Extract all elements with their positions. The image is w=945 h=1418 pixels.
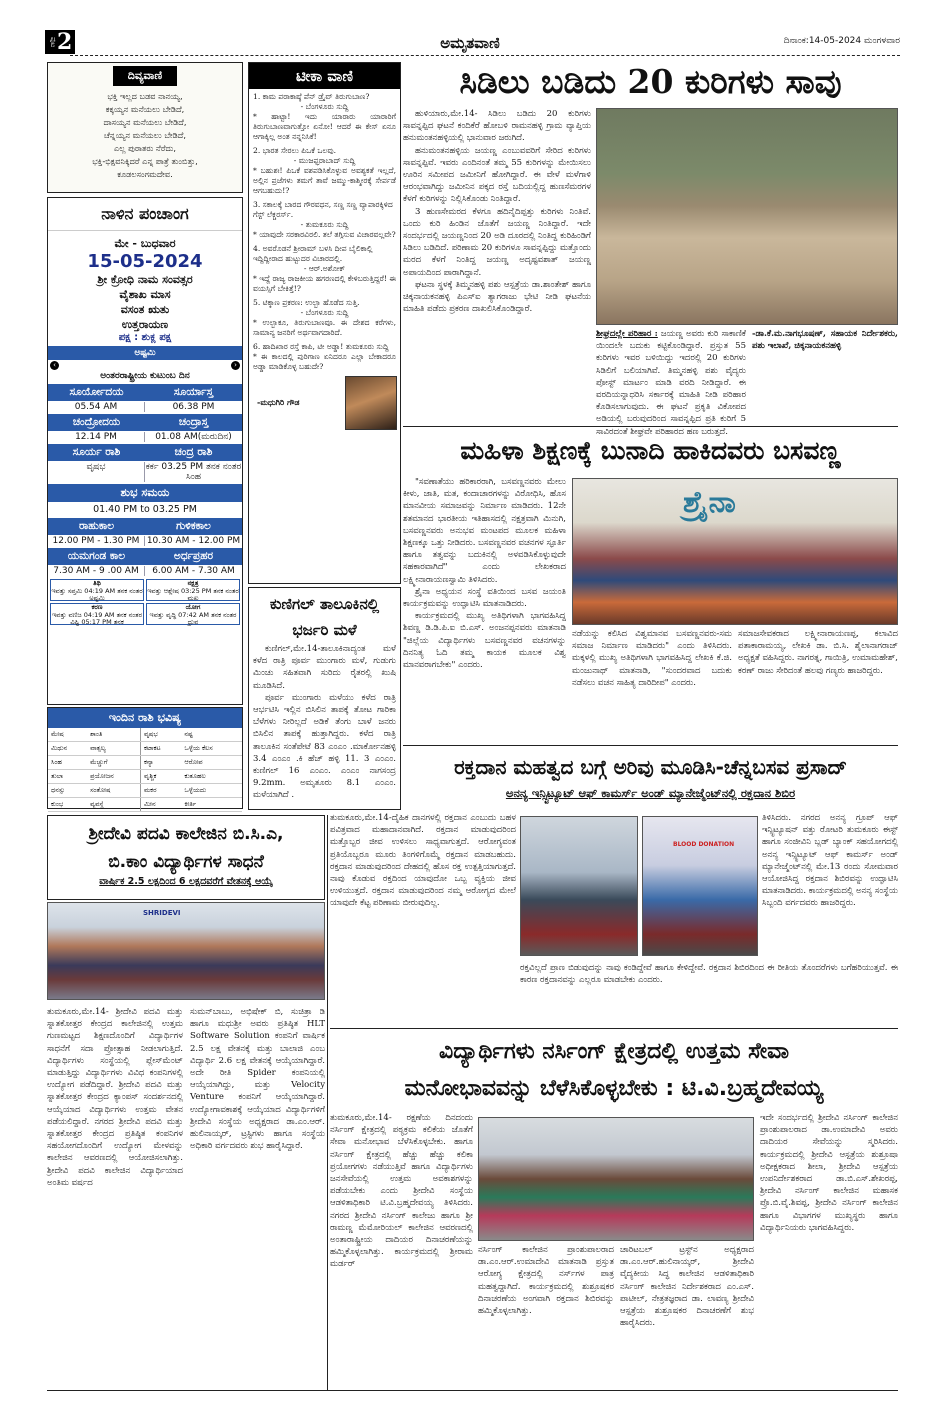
- rashi-sign: ವೃಶ್ಚಿಕ: [140, 770, 181, 784]
- masthead-title: ಅಮೃತವಾಣಿ: [440, 34, 500, 52]
- panchanga-header-row: [48, 413, 242, 431]
- rashi-prediction: ಸಂತೋಷ: [87, 784, 140, 798]
- panchanga-header: ಗುಳಿಕಕಾಲ: [176, 520, 211, 532]
- rashi-row: [48, 770, 242, 784]
- rashi-sign: ಕುಂಭ: [48, 798, 87, 812]
- rashi-row: [48, 756, 242, 770]
- rashi-sign: ಕನ್ಯಾ: [140, 756, 181, 770]
- cell-value: ಇವತ್ತು ವೃದ್ಧಿ 07:42 AM ತನಕ ನಂತರ ಧ್ರುವ: [149, 610, 237, 626]
- shridevi-body-col1: ತುಮಕೂರು,ಮೇ.14- ಶ್ರೀದೇವಿ ಪದವಿ ಮತ್ತು ಸ್ನಾತಕೋತ್ತರ ಕೇಂದ್ರದ ಕಾಲೇಜಿನಲ್ಲಿ ಉತ್ತಮ ಗುಣಮಟ್ಟದ ಶಿಕ್ಷಣದೊಂದಿಗೆ ವಿದ್ಯಾರ್ಥಿಗಳ ಸಾಧನೆಗೆ ಸದಾ ಪ್ರೋತ್ಸಾಹ ನೀಡಲಾಗುತ್ತಿದೆ. ವಿದ್ಯಾರ್ಥಿಗಳು ಸಂಸ್ಥೆಯಲ್ಲಿ ಪ್ಲೇಸ್‌ಮೆಂಟ್ ಮಾಡುತ್ತಿದ್ದು ವಿದ್ಯಾರ್ಥಿಗಳು ವಿವಿಧ ಕಂಪನಿಗಳಲ್ಲಿ ಉದ್ಯೋಗ ಪಡೆದಿದ್ದಾರೆ. ಶ್ರೀದೇವಿ ಪದವಿ ಮತ್ತು ಸ್ನಾತಕೋತ್ತರ ಕೇಂದ್ರದ ಕ್ಯಾಂಪಸ್ ಸಂದರ್ಶನದಲ್ಲಿ ಆಯ್ಕೆಯಾದ ವಿದ್ಯಾರ್ಥಿಗಳು ಉತ್ತಮ ವೇತನ ಪಡೆಯಲಿದ್ದಾರೆ. ನಗರದ ಶ್ರೀದೇವಿ ಪದವಿ ಮತ್ತು ಸ್ನಾತಕೋತ್ತರ ಕೇಂದ್ರದ ಪ್ರತಿಷ್ಠಿತ ಕಂಪನಿಗಳ ಸಹಯೋಗದೊಂದಿಗೆ ಉದ್ಯೋಗ ಮೇಳವನ್ನು ಕಾಲೇಜಿನ ಆವರಣದಲ್ಲಿ ಆಯೋಜಿಸಲಾಗಿತ್ತು. ಶ್ರೀದೇವಿ ಪದವಿ ಕಾಲೇಜಿನ ವಿದ್ಯಾರ್ಥಿಯಾದ ಅಂತಿಮ ವರ್ಷದ: [47, 1007, 183, 1188]
- panchanga-value: 7.30 AM - 9 .00 AM: [48, 566, 145, 576]
- teeka-item: [253, 298, 396, 338]
- kunigal-article: [248, 587, 401, 810]
- banner-text: ಶ್ರೈನಾ: [683, 485, 736, 520]
- panchanga-line: ಶ್ರೀ ಕ್ರೋಧಿ ನಾಮ ಸಂವತ್ಸರ: [97, 273, 193, 286]
- teeka-footer: [249, 376, 400, 433]
- sheep-subhead: ಶೀಘ್ರದಲ್ಲೇ ಪರಿಹಾರ :: [596, 329, 658, 339]
- paragraph: "ಸವಣಾತೆಯು ಹರಿಕಾರರಾಗಿ, ಬಸವಣ್ಣನವರು ಮೇಲು ಕೀಳು, ಜಾತಿ, ಮತ, ಕಂದಾಚಾರಗಳನ್ನು ವಿರೋಧಿಸಿ, ಹೊಸ ಮಾನವೀಯ ಸಮಾಜವನ್ನು ನಿರ್ಮಾಣ ಮಾಡಿದರು. 12ನೇ ಶತಮಾನದ ಭಾರತೀಯ ಇತಿಹಾಸದಲ್ಲಿ ನಕ್ಷತ್ರವಾಗಿ ಮಿನುಗಿ, ಬಸವಣ್ಣನವರು ಅನುಭವ ಮಂಟಪದ ಮೂಲಕ ಮಹಿಳಾ ಶಿಕ್ಷಣಕ್ಕೂ ಒತ್ತು ನೀಡಿದರು. ಬಸವಣ್ಣನವರ ವಚನಗಳ ಸ್ಫೂರ್ತಿ ಹಾಗೂ ತತ್ವವನ್ನು ಬದುಕಿನಲ್ಲಿ ಅಳವಡಿಸಿಕೊಳ್ಳುವುದೇ ಸಹಕಾರವಾಗಿದೆ" ಎಂದು ಲೇಖಕರಾದ ಲಕ್ಷ್ಮೀನಾರಾಯಣಸ್ವಾಮಿ ತಿಳಿಸಿದರು.: [403, 477, 566, 585]
- panchanga-line: ವೈಶಾಖ ಮಾಸ: [119, 288, 171, 301]
- rashi-sign: ಮಕರ: [140, 784, 181, 798]
- panchanga-box: [47, 197, 243, 705]
- panchanga-value: 06.38 PM: [172, 402, 215, 412]
- cell-value: ಇವತ್ತು ಆಶ್ಲೇಷ 03:25 PM ತನಕ ನಂತರ ಮಖ: [147, 586, 239, 602]
- banner-text: BLOOD DONATION: [673, 841, 735, 848]
- panchanga-header: ರಾಹುಕಾಲ: [78, 520, 115, 532]
- sheep-headline: ಸಿಡಿಲು ಬಡಿದು 20 ಕುರಿಗಳು ಸಾವು: [459, 62, 842, 101]
- teeka-question: 5. ಟಿಕ್ಕಾಣ ಪ್ರಕರಣ: ಉಲ್ಬಾ ಹೊಡೆದ ಸುತ್ತಿ.: [253, 298, 360, 307]
- teeka-source: - ಆರ್.ಅಶೋಕ್: [303, 264, 346, 273]
- paragraph: ಪೂರ್ವ ಮುಂಗಾರು ಮಳೆಯು ಕಳೆದ ರಾತ್ರಿ ಆರ್ಭಟಿಸಿ ಇಲ್ಲಿನ ಬಿಸಿಲಿನ ತಾಪಕ್ಕೆ ತೋಟ ಗಾರಿಕಾ ಬೆಳೆಗಳು ನೀರಿಲ್ಲದೆ ಅಡಿಕೆ ತೆಂಗು ಬಾಳೆ ಜನರು ಬಿಸಿಲಿನ ತಾಪಕ್ಕೆ ಹುತ್ತಾಗಿದ್ದರು. ಕಳೆದ ರಾತ್ರಿ ತಾಲೂಕಿನ ಸಂತೆಪೇಟೆ 83 ಎಂಎಂ .ಮಾರ್ಕೋನಹಳ್ಳಿ 3.4 ಎಂಎಂ .ಕಿ ಹೆಚ್ ಹಳ್ಳಿ 11. 3 ಎಂಎಂ. ಕುಣಿಗಲ್ 16 ಎಂಎಂ. ಎಂಎಂ ನಾಗಸಂದ್ರ 9.2mm. ಅಮೃತೂರು 8.1 ಎಂಎಂ. ಮಳೆಯಾಗಿದೆ .: [253, 692, 396, 801]
- panchanga-cell: [50, 579, 144, 601]
- panchanga-nav: [48, 360, 242, 371]
- nursing-headline-line1: ವಿದ್ಯಾರ್ಥಿಗಳು ನರ್ಸಿಂಗ್ ಕ್ಷೇತ್ರದಲ್ಲಿ ಉತ್ತಮ ಸೇವಾ: [439, 1039, 789, 1064]
- panchanga-title: ನಾಳಿನ ಪಂಚಾಂಗ: [48, 198, 242, 231]
- teeka-item: [253, 92, 396, 142]
- teeka-answer: * ಇದ್ದೆ ರಾಜ್ಯ ರಾಜಕೀಯ ಹಗರಣದಲ್ಲಿ ಕೇಳಿಬರುತ್ತಿದ್ದರೆ! ಈ ವಯಸ್ಸಿಗೆ ಬೇಕಿತ್ತೆ!?: [253, 274, 396, 293]
- panchanga-value: 6.00 AM - 7.30 AM: [152, 566, 235, 576]
- teeka-item: [253, 244, 396, 294]
- panchanga-cell: [146, 603, 240, 625]
- nursing-body-col2: ನರ್ಸಿಂಗ್ ಕಾಲೇಜಿನ ಪ್ರಾಂಶುಪಾಲರಾದ ಡಾ.ಎಂ.ಆರ್.ಉಮಾದೇವಿ ಮಾತನಾಡಿ ಪ್ರಸ್ತುತ ಆರೋಗ್ಯ ಕ್ಷೇತ್ರದಲ್ಲಿ ನರ್ಸ್‌ಗಳ ಪಾತ್ರ ಮಹತ್ವದ್ದಾಗಿದೆ. ಕಾರ್ಯಕ್ರಮದಲ್ಲಿ ಶುಶ್ರೂಷಕರ ದಿನಾಚರಣೆಯ ಅಂಗವಾಗಿ ರಕ್ತದಾನ ಶಿಬಿರವನ್ನು ಹಮ್ಮಿಕೊಳ್ಳಲಾಗಿತ್ತು.: [478, 1245, 614, 1317]
- paragraph: ಶ್ರೈನಾ ಅಧ್ಯಯನ ಸಂಸ್ಥೆ ವತಿಯಿಂದ ಬಸವ ಜಯಂತಿ ಕಾರ್ಯಕ್ರಮವನ್ನು ಉದ್ಘಾಟಿಸಿ ಮಾತನಾಡಿದರು.: [403, 586, 566, 610]
- verse-line: ದಾಸಯ್ಯನ ಮನೆಯಲು ಬೇಡಿದೆ,: [103, 117, 187, 127]
- rashi-prediction: ವಾತ್ಸಲ್ಯ: [87, 742, 140, 756]
- paragraph: ಹುಳಿಯಾರು,ಮೇ.14- ಸಿಡಿಲು ಬಡಿದು 20 ಕುರಿಗಳು ಸಾವನ್ನಪ್ಪಿದ ಘಟನೆ ಕಂದಿಕೆರೆ ಹೋಬಳಿ ರಾಮನಹಳ್ಳಿ ಗ್ರಾಮ ವ್ಯಾಪ್ತಿಯ ಹನುಮಂತನಹಳ್ಳಿಯಲ್ಲಿ ಭಾನುವಾರ ಜರುಗಿದೆ.: [403, 109, 591, 144]
- panchanga-value-row: [48, 461, 242, 483]
- panchanga-header: ಚಂದ್ರ ರಾಶಿ: [174, 446, 213, 458]
- teeka-vani-box: [248, 62, 401, 584]
- teeka-source: - ಬೆಂಗಳೂರು ಸುದ್ದಿ: [300, 102, 349, 111]
- paragraph: ಹನುಮಂತನಹಳ್ಳಿಯ ಜಯಣ್ಣ ಎಂಬುವವರಿಗೆ ಸೇರಿದ ಕುರಿಗಳು ಸಾವನ್ನಪ್ಪಿವೆ. ಇವರು ಎಂದಿನಂತೆ ತಮ್ಮ 55 ಕುರಿಗಳನ್ನು ಮೇಯಿಸಲು ಊರಿನ ಸಮೀಪದ ಜಮೀನಿಗೆ ಹೋಗಿದ್ದಾರೆ. ಈ ವೇಳೆ ಮಳೆಗಾಳಿ ಆರಂಭವಾಗಿದ್ದು ಜಮೀನಿನ ಪಕ್ಕದ ರಸ್ತೆ ಬದಿಯಲ್ಲಿದ್ದ ಹುಣಸೆಮರಗಳ ಕೆಳಗೆ ಕುರಿಗಳನ್ನು ನಿಲ್ಲಿಸಿಕೊಂಡು ನಿಂತಿದ್ದಾರೆ.: [403, 145, 591, 205]
- rashi-sign: ಧನಸ್ಸು: [48, 784, 87, 798]
- panchanga-header-row: [48, 547, 242, 565]
- verse-line: ಚೆನ್ನಯ್ಯನ ಮನೆಯಲು ಬೇಡಿದೆ,: [104, 130, 186, 140]
- special-day: ಅಂತರರಾಷ್ಟ್ರೀಯ ಕುಟುಂಬ ದಿನ: [100, 371, 190, 381]
- teeka-author: -ಮಧುಗಿರಿ ಗೌಡ: [257, 398, 300, 407]
- cell-title: ಕರಣ: [91, 603, 103, 611]
- rashi-box: [47, 707, 243, 809]
- panchanga-value: 12.14 PM: [48, 432, 145, 442]
- rashi-prediction: ಒಳ್ಳೆಯದು: [181, 784, 242, 798]
- verse-line: ಭಕ್ತಿ ಇಲ್ಲದ ಬಡವ ನಾನಯ್ಯ,: [107, 91, 183, 101]
- panchanga-lines: [48, 272, 242, 332]
- rashi-title: ಇಂದಿನ ರಾಶಿ ಭವಿಷ್ಯ: [48, 708, 242, 728]
- rashi-prediction: ನಷ್ಟ: [181, 728, 242, 742]
- panchanga-header: ಯಮಗಂಡ ಕಾಲ: [67, 550, 126, 562]
- teeka-answer: * ಉಲ್ಬಾಕೂ, ತಿರುಗುಬಾಣವೂ. ಈ ದೇಶದ ಕರೆಗಳು, ಸಾಮಾನ್ಯ ಜನರಿಗೆ ಅರ್ಥವಾಗದಾರಿದೆ.: [253, 318, 396, 337]
- sheep-body: [403, 108, 591, 420]
- rashi-table: [48, 728, 242, 812]
- teeka-question: 3. ಸಕಾಲಕ್ಕೆ ಬಾರದ ಗೌರವಧನ, ಸಣ್ಣ ಸಣ್ಣ ವ್ಯಾಪಾರಕ್ಕಿಳಿದ ಗೆಸ್ಟ್ ಲೆಕ್ಚರರ್ಸ್.: [253, 200, 393, 219]
- teeka-item: [253, 146, 396, 196]
- issue-date: ದಿನಾಂಕ:14-05-2024 ಮಂಗಳವಾರ: [783, 36, 900, 46]
- divyavani-verse: [48, 90, 242, 181]
- teeka-question: 4. ಅವರೊಡನೆ ಶ್ರೀರಾಮ್ ಬಳಸಿ ದೀಪ ಬೈಲಿಕಾಲ್ಲಿ ಇದ್ದಿದ್ದೀರಾದ ಹುಟ್ಟುದರ ವಿಚಾರದಲ್ಲಿ.: [253, 244, 373, 263]
- divider: [403, 426, 898, 427]
- rashi-prediction: ಮೆಚ್ಚುಗೆ: [87, 756, 140, 770]
- verse-line: ಎಲ್ಲ ಪುರಾತರು ನೆರೆದು,: [114, 143, 176, 153]
- verse-line: ಕಕ್ಕಯ್ಯನ ಮನೆಯಲು ಬೇಡಿದೆ,: [105, 104, 185, 114]
- paragraph: ಕಾರ್ಯಕ್ರಮದಲ್ಲಿ ಮುಖ್ಯ ಅತಿಥಿಗಳಾಗಿ ಭಾಗವಹಿಸಿದ್ದ ಶಿವಣ್ಣ ಡಿ.ಡಿ.ಪಿ.ಐ ಬಿ.ಎಸ್. ಅಂಜನಪ್ಪನವರು ಮಾತನಾಡಿ "ಜಿಲ್ಲೆಯ ವಿದ್ಯಾರ್ಥಿಗಳು ಬಸವಣ್ಣನವರ ವಚನಗಳನ್ನು ದಿನನಿತ್ಯ ಓದಿ ತಮ್ಮ ಕಾಯಕ ಮೂಲಕ ವಿಶ್ವ ಮಾನವರಾಗಬೇಕು" ಎಂದರು.: [403, 611, 566, 671]
- paragraph: ಘಟನಾ ಸ್ಥಳಕ್ಕೆ ತಿಮ್ಮನಹಳ್ಳಿ ಪಶು ಆಸ್ಪತ್ರೆಯ ಡಾ.ಶಾಂತೇಶ್ ಹಾಗೂ ಚಿಕ್ಕನಾಯಕನಹಳ್ಳಿ ಪಿಎಸ್‍ಐ ತ್ಯಾಗರಾಜು ಭೇಟಿ ನೀಡಿ ಘಟನೆಯ ಮಾಹಿತಿ ಪಡೆದು ಪ್ರಕರಣ ದಾಖಲಿಸಿಕೊಂಡಿದ್ದಾರೆ.: [403, 279, 591, 315]
- panchanga-value-row: [48, 565, 242, 577]
- rashi-row: [48, 784, 242, 798]
- banner-text: SHRIDEVI: [143, 909, 181, 917]
- panchanga-header: ಅರ್ಧಪ್ರಹರ: [173, 550, 214, 562]
- panchanga-cell: [50, 603, 144, 625]
- prev-arrow-icon[interactable]: ‹: [50, 361, 59, 370]
- blood-donation-photo-2: [642, 816, 758, 956]
- panchanga-table: [48, 383, 242, 483]
- shubha-value: 01.40 PM to 03.25 PM: [93, 504, 197, 515]
- columnist-photo: [345, 376, 397, 430]
- teeka-source: - ತುಮಕೂರು ಸುದ್ದಿ: [300, 220, 349, 229]
- kunigal-headline: ಕುಣಿಗಲ್ ತಾಲೂಕಿನಲ್ಲಿ ಭರ್ಜರಿ ಮಳೆ: [269, 595, 380, 639]
- dead-sheep-photo: [596, 108, 898, 325]
- panchanga-date: 15-05-2024: [87, 251, 203, 272]
- panchanga-value: 01.08 AM(ಮರುದಿನ): [155, 432, 232, 442]
- panchanga-header: ಸೂರ್ಯ ರಾಶಿ: [72, 446, 121, 458]
- divider: [327, 815, 328, 1390]
- teeka-item: [253, 342, 396, 372]
- panchanga-header: ಸೂರ್ಯಾಸ್ತ: [173, 386, 214, 398]
- basavanna-event-photo: [572, 478, 898, 625]
- verse-line: ಭಕ್ತಿ-ಭಿಕ್ಷವನಿಕ್ಕಿದರೆ ಎನ್ನ ಪಾತ್ರೆ ತುಂಬಿತ್ತು,: [92, 156, 198, 166]
- page-number: 2: [57, 29, 73, 55]
- shridevi-headline-line1: ಶ್ರೀದೇವಿ ಪದವಿ ಕಾಲೇಜಿನ ಬಿ.ಸಿ.ಎ,: [88, 824, 284, 844]
- panchanga-cell: [146, 579, 240, 601]
- blood-donation-photo-1: [520, 816, 638, 956]
- blood-body-bottom: ರಕ್ತವಿಲ್ಲದೆ ಪ್ರಾಣ ಬಿಡುವುದನ್ನು ನಾವು ಕಂಡಿದ್ದೇವೆ ಹಾಗೂ ಕೇಳಿದ್ದೇವೆ. ರಕ್ತದಾನ ಶಿಬಿರದಿಂದ ಈ ರೀತಿಯ ತೊಂದರೆಗಳು ಬಗೆಹರಿಯುತ್ತವೆ. ಈ ಕಾರಣ ರಕ್ತದಾನವನ್ನು ಎಲ್ಲರೂ ಮಾಡಬೇಕು ಎಂದರು.: [520, 963, 898, 986]
- rashi-sign: ಮೀನ: [140, 798, 181, 812]
- shridevi-headline-box: [47, 815, 325, 900]
- rashi-prediction: ಆರೋಪ: [181, 756, 242, 770]
- panchanga-value: 10.30 AM - 12.00 PM: [146, 536, 241, 546]
- panchanga-value: ಕರ್ಕ 03.25 PM ತನಕ ನಂತರ ಸಿಂಹ: [145, 462, 242, 482]
- nursing-body-col4: ಇದೇ ಸಂದರ್ಭದಲ್ಲಿ ಶ್ರೀದೇವಿ ನರ್ಸಿಂಗ್ ಕಾಲೇಜಿನ ಪ್ರಾಂಶುಪಾಲರಾದ ಡಾ.ಉಮಾದೇವಿ ಅವರು ದಾದಿಯರ ಸೇವೆಯನ್ನು ಸ್ಮರಿಸಿದರು. ಕಾರ್ಯಕ್ರಮದಲ್ಲಿ ಶ್ರೀದೇವಿ ಆಸ್ಪತ್ರೆಯ ಶುಶ್ರೂಷಾ ಅಧೀಕ್ಷಕರಾದ ಶೀಲಾ, ಶ್ರೀದೇವಿ ಆಸ್ಪತ್ರೆಯ ಉಪನಿರ್ದೇಶಕರಾದ ಡಾ.ಬಿ.ಎಸ್.ಶೇಖರಪ್ಪ, ಶ್ರೀದೇವಿ ನರ್ಸಿಂಗ್ ಕಾಲೇಜಿನ ಮಹಾಸಕ ಪ್ರೊ.ಬಿ.ವೈ.ಶಿವಪ್ಪ, ಶ್ರೀದೇವಿ ನರ್ಸಿಂಗ್ ಕಾಲೇಜಿನ ಹಾಗೂ ವಿಭಾಗಗಳ ಮುಖ್ಯಸ್ಥರು ಹಾಗೂ ವಿದ್ಯಾರ್ಥಿನಿಯರು ಭಾಗವಹಿಸಿದ್ದರು.: [760, 1113, 898, 1233]
- page-number-badge: [45, 30, 75, 54]
- teeka-question: 1. ಕಾಮ ಪರಾಕಾಷ್ಠೆ ಪೆನ್ ಡ್ರೈವ್ ತಿರುಗುಬಾಣ?: [253, 92, 370, 101]
- teeka-items: [249, 89, 400, 372]
- divider: [330, 1028, 898, 1029]
- teeka-question: 2. ಭಾರತ ಸೇರಲು ಪಿಒಕೆ ಒಲವು.: [253, 146, 337, 155]
- rashi-sign: ಕಟಾಕಟ: [140, 742, 181, 756]
- rashi-prediction: ಕೀರ್ತಿ: [181, 798, 242, 812]
- rashi-prediction: ಕುತೂಹಲ: [181, 770, 242, 784]
- rashi-prediction: ಶಾಂತಿ: [87, 728, 140, 742]
- blood-subheadline: ಅನನ್ಯ ಇನ್ಸ್ಟಿಟ್ಯೂಟ್ ಆಫ್ ಕಾಮರ್ಸ್ ಅಂಡ್ ಮ್ಯಾನೇಜ್ಮೆಂಟ್‌ನಲ್ಲಿ ರಕ್ತದಾನ ಶಿಬಿರ: [505, 786, 796, 800]
- cell-value: ಇವತ್ತು ಸಪ್ತಮಿ 04:19 AM ತನಕ ನಂತರ ಅಷ್ಟಮಿ: [51, 586, 143, 602]
- cell-title: ನಕ್ಷತ್ರ: [187, 579, 199, 587]
- sheep-subhead-text: ಜಯಣ್ಣ ಅವರು ಕುರಿ ಸಾಕಾಣಿಕೆ ಯಿಂದಲೇ ಬದುಕು ಕಟ್ಟಿಕೊಂಡಿದ್ದಾರೆ. ಪ್ರಸ್ತುತ 55 ಕುರಿಗಳು ಇವರ ಬಳಿಯಿದ್ದು ಇದರಲ್ಲಿ 20 ಕುರಿಗಳು ಸಿಡಿಲಿಗೆ ಬಲಿಯಾಗಿವೆ. ತಿಮ್ಮನಹಳ್ಳಿ ಪಶು ವೈದ್ಯರು ಪೋಸ್ಟ್ ಮಾರ್ಟಂ ಮಾಡಿ ವರದಿ ನೀಡಿದ್ದಾರೆ. ಈ ವರದಿಯನ್ನಾಧರಿಸಿ ಸರ್ಕಾರಕ್ಕೆ ಮಾಹಿತಿ ನೀಡಿ ಪರಿಹಾರ ಕೊಡಿಸಲಾಗುವುದು. ಈ ಘಟನೆ ಪ್ರಕೃತಿ ವಿಕೋಪದ ಅಡಿಯಲ್ಲಿ ಬರುವುದರಿಂದ ಸಾವನ್ನಪ್ಪಿದ ಪ್ರತಿ ಕುರಿಗೆ 5 ಸಾವಿರದಂತೆ ಶೀಘ್ರವೇ ಪರಿಹಾರದ ಹಣ ಬರುತ್ತದೆ.: [596, 329, 746, 437]
- teeka-item: [253, 200, 396, 240]
- panchanga-header-row: [48, 517, 242, 535]
- page-label: ಪುಟ: [49, 36, 57, 48]
- panchanga-paksha: ಪಕ್ಷ : ಶುಕ್ಲ ಪಕ್ಷ: [118, 332, 172, 343]
- nursing-body-col3: ಚಾರಿಟಬಲ್ ಟ್ರಸ್ಟ್‌ನ ಅಧ್ಯಕ್ಷರಾದ ಡಾ.ಎಂ.ಆರ್.ಹುಲಿನಾಯ್ಕರ್, ಶ್ರೀದೇವಿ ವೈದ್ಯಕೀಯ ಸಿದ್ಧ ಕಾಲೇಜಿನ ಆಡಳಿತಾಧಿಕಾರಿ ನರ್ಸಿಂಗ್ ಕಾಲೇಜಿನ ನಿರ್ದೇಶಕರಾದ ಎಂ.ಎಸ್. ಪಾಟೀಲ್, ನೇತ್ರತಜ್ಞರಾದ ಡಾ. ಲಾವಣ್ಯ ಶ್ರೀದೇವಿ ಆಸ್ಪತ್ರೆಯ ಶುಶ್ರೂಷಕರ ದಿನಾಚರಣೆಗೆ ಶುಭ ಹಾರೈಸಿದರು.: [620, 1245, 754, 1329]
- paragraph: 3 ಹುಣಸೇಮರದ ಕೆಳಗೂ ಹದಿನೈದಿಪ್ಪತ್ತು ಕುರಿಗಳು ನಿಂತಿವೆ. ಒಂದು ಕುರಿ ಹಿಂಡಿನ ಜೊತೆಗೆ ಜಯಣ್ಣ ನಿಂತಿದ್ದಾರೆ. ಇದೇ ಸಂದರ್ಭದಲ್ಲಿ ಜಯಣ್ಣನಿಂದ 20 ಅಡಿ ದೂರದಲ್ಲಿ ನಿಂತಿದ್ದ ಕುರಿಹಿಂಡಿಗೆ ಸಿಡಿಲು ಬಡಿದಿದೆ. ಪರಿಣಾಮ 20 ಕುರಿಗಳೂ ಸಾವನ್ನಪ್ಪಿದ್ದು ಮತ್ತೊಂದು ಮರದ ಕೆಳಗೆ ನಿಂತಿದ್ದ ಜಯಣ್ಣ ಅದೃಷ್ಟವಶಾತ್ ಜಯಣ್ಣ ಅಪಾಯದಿಂದ ಪಾರಾಗಿದ್ದಾನೆ.: [403, 206, 591, 278]
- cell-title: ತಿಥಿ: [93, 579, 101, 587]
- sheep-body-cont: [596, 328, 746, 437]
- rashi-sign: ಸಿಂಹ: [48, 756, 87, 770]
- rashi-row: [48, 728, 242, 742]
- panchanga-header: ಚಂದ್ರಾಸ್ತ: [178, 416, 209, 428]
- panchanga-day: ಮೇ - ಬುಧವಾರ: [114, 237, 176, 250]
- panchanga-line: ಉತ್ತರಾಯಣ: [121, 318, 169, 331]
- cell-title: ಯೋಗ: [185, 603, 201, 611]
- nursing-body-col1: ತುಮಕೂರು,ಮೇ.14- ರಕ್ಷಣೆಯ ದಿನದಂದು ನರ್ಸಿಂಗ್ ಕ್ಷೇತ್ರದಲ್ಲಿ ಪಠ್ಯಕ್ರಮ ಕಲಿಕೆಯ ಜೊತೆಗೆ ಸೇವಾ ಮನೋಭಾವ ಬೆಳೆಸಿಕೊಳ್ಳಬೇಕು. ಹಾಗೂ ನರ್ಸಿಂಗ್ ಕ್ಷೇತ್ರದಲ್ಲಿ ಹೆಚ್ಚು ಹೆಚ್ಚು ಕಲಿಕಾ ಪ್ರಯೋಗಗಳು ನಡೆಯುತ್ತಿವೆ ಹಾಗೂ ವಿದ್ಯಾರ್ಥಿಗಳು ಜನಸೇವೆಯಲ್ಲಿ ಉತ್ತಮ ಅವಕಾಶಗಳನ್ನು ಪಡೆಯಬೇಕು ಎಂದು ಶ್ರೀದೇವಿ ಸಂಸ್ಥೆಯ ಆಡಳಿತಾಧಿಕಾರಿ ಟಿ.ವಿ.ಬ್ರಹ್ಮದೇವಯ್ಯ ತಿಳಿಸಿದರು. ನಗರದ ಶ್ರೀದೇವಿ ನರ್ಸಿಂಗ್ ಕಾಲೇಜು ಹಾಗೂ ಶ್ರೀ ರಾಮಣ್ಣ ಮೆಮೋರಿಯಲ್ ಕಾಲೇಜಿನ ಆವರಣದಲ್ಲಿ ಅಂತಾರಾಷ್ಟ್ರೀಯ ದಾದಿಯರ ದಿನಾಚರಣೆಯನ್ನು ಹಮ್ಮಿಕೊಳ್ಳಲಾಗಿತ್ತು. ಕಾರ್ಯಕ್ರಮದಲ್ಲಿ ಶ್ರೀರಾಮ ಮರ್ಡರ್: [330, 1113, 473, 1270]
- rashi-prediction: ಪ್ರಯೋಜನ: [87, 770, 140, 784]
- basavanna-headline: ಮಹಿಳಾ ಶಿಕ್ಷಣಕ್ಕೆ ಬುನಾದಿ ಹಾಕಿದವರು ಬಸವಣ್ಣ: [460, 436, 841, 465]
- teeka-answer: * ಹಾಟ್ಟಾ! ಇದು ಯಾರಾರು ಯಾರಾರಿಗೆ ತಿರುಗುಬಾಣವಾಗುತ್ತೋ ಏನೋ! ಆದರೆ ಈ ಕೇಸ್ ಏನೂ ಆಗಾಕ್ಕಿಲ್ಲ ಅಂತ ನನ್ನನಿಸಿಕೆ!: [253, 112, 396, 141]
- header-divider: [70, 55, 900, 56]
- panchanga-value: ವೃಷಭ: [48, 462, 145, 482]
- rashi-sign: ತುಲಾ: [48, 770, 87, 784]
- panchanga-header: ಚಂದ್ರೋದಯ: [72, 416, 121, 428]
- rashi-sign: ಮೇಷ: [48, 728, 87, 742]
- rashi-sign: ಮಿಥುನ: [48, 742, 87, 756]
- kunigal-body: [253, 643, 396, 801]
- rashi-row: [48, 798, 242, 812]
- panchanga-value-row: [48, 401, 242, 413]
- rashi-row: [48, 742, 242, 756]
- rashi-prediction: ವ್ಯವಸ್ಥೆ: [87, 798, 140, 812]
- panchanga-value-row: [48, 431, 242, 443]
- shridevi-subheadline: ವಾರ್ಷಿಕ 2.5 ಲಕ್ಷದಿಂದ 6 ಲಕ್ಷದವರೆಗೆ ವೇತನಕ್ಕೆ ಆಯ್ಕೆ: [99, 876, 273, 887]
- sheep-quote-byline: -ಡಾ.ಕೆ.ಮ.ನಾಗಭೂಷಣ್, ಸಹಾಯಕ ನಿರ್ದೇಶಕರು, ಪಶು ಇಲಾಖೆ, ಚಿಕ್ಕನಾಯಕನಹಳ್ಳಿ: [752, 329, 898, 352]
- divyavani-title: ದಿವ್ಯವಾಣಿ: [113, 66, 177, 86]
- panchanga-value: 12.00 PM - 1.30 PM: [48, 536, 145, 546]
- nursing-event-photo: [478, 1117, 754, 1241]
- divider: [403, 745, 898, 746]
- shubha-label: ಶುಭ ಸಮಯ: [48, 483, 242, 502]
- basavanna-body-2: ನಡೆಯನ್ನು ಕಲಿಸಿದ ವಿಶ್ವಮಾನವ ಬಸವಣ್ಣನವರು-ಸಮ ಸಮಾಜ ನಿರ್ಮಾಣ ಮಾಡಿದರು" ಎಂದು ತಿಳಿಸಿದರು. ಮಕ್ಕಳಲ್ಲಿ ಮುಖ್ಯ ಅತಿಥಿಗಳಾಗಿ ಭಾಗವಹಿಸಿದ್ದ ಲೇಖಕಿ ಕೆ.ಜಿ. ಮಂಜುನಾಥ್ ಮಾತನಾಡಿ, "ಸುಂದರವಾದ ಬದುಕು ನಡೆಸಲು ವಚನ ಸಾಹಿತ್ಯ ದಾರಿದೀಪ" ಎಂದರು.: [572, 629, 732, 688]
- teeka-answer: * ಈ ಕಾಲದಲ್ಲಿ ಪುರಿಗಾಣ ಏನಿದರೂ ಎಲ್ಲಾ ಬೇಕಾದರೂ ಅಡ್ಡಾ ಮಾಡಿಕೊಳ್ಳ ಬಹುದೇ?: [253, 352, 396, 371]
- panchanga-header-row: [48, 383, 242, 401]
- teeka-title: ಟೀಕಾ ವಾಣಿ: [249, 63, 400, 89]
- basavanna-body-3: ಸಮಾಜಸೇವಕರಾದ ಲಕ್ಷ್ಮೀನಾರಾಯಣಪ್ಪ, ಕಲಾವಿದ ಪತಾಕಾರಾಮಯ್ಯ, ಲೇಖಕಿ ಡಾ. ಬಿ.ಸಿ. ಶೈಲಾನಾಗರಾಜ್ ಅಧ್ಯಕ್ಷತೆ ವಹಿಸಿದ್ದರು. ನಾಗರತ್ನ, ಗಾಯಿತ್ರಿ, ಉಮಾಮಹೇಶ್, ಕರಣ್ ರಾಜು ಸೇರಿದಂತೆ ಹಲವು ಗಣ್ಯರು ಹಾಜರಿದ್ದರು.: [738, 629, 898, 676]
- nursing-headline-line2: ಮನೋಭಾವವನ್ನು ಬೆಳೆಸಿಕೊಳ್ಳಬೇಕು : ಟಿ.ವಿ.ಬ್ರಹ್ಮದೇವಯ್ಯ: [404, 1076, 824, 1101]
- basavanna-body: [403, 476, 566, 738]
- shridevi-body-col2: ಸುಮನ್‌ಬಾಬು, ಅಭಿಷೇಕ್ ಬಿ, ಸುಚಿತ್ರಾ ಡಿ ಹಾಗೂ ಮಧುಶ್ರೀ ಅವರು ಪ್ರತಿಷ್ಠಿತ HLT Software Solution ಕಂಪನಿಗೆ ವಾರ್ಷಿಕ 2.5 ಲಕ್ಷ ವೇತನಕ್ಕೆ ಮತ್ತು ಬಾಲಾಜಿ ಎಂಬ ವಿದ್ಯಾರ್ಥಿ 2.6 ಲಕ್ಷ ವೇತನಕ್ಕೆ ಆಯ್ಕೆಯಾಗಿದ್ದಾರೆ. ಅದೇ ರೀತಿ Spider ಕಂಪನಿಯಲ್ಲಿ ಆಯ್ಕೆಯಾಗಿದ್ದು, ಮತ್ತು Velocity Venture ಕಂಪನಿಗೆ ಆಯ್ಕೆಯಾಗಿದ್ದಾರೆ. ಉದ್ಯೋಗಾವಕಾಶಕ್ಕೆ ಆಯ್ಕೆಯಾದ ವಿದ್ಯಾರ್ಥಿಗಳಿಗೆ ಶ್ರೀದೇವಿ ಸಂಸ್ಥೆಯ ಅಧ್ಯಕ್ಷರಾದ ಡಾ.ಎಂ.ಆರ್. ಹುಲಿನಾಯ್ಕರ್, ಟ್ರಸ್ಟಿಗಳು ಹಾಗೂ ಸಂಸ್ಥೆಯ ಅಧಿಕಾರಿ ವರ್ಗದವರು ಶುಭ ಹಾರೈಸಿದ್ದಾರೆ.: [190, 1007, 325, 1152]
- page-bottom-border: [47, 1390, 898, 1391]
- blood-body: ತುಮಕೂರು,ಮೇ.14-ದೈಹಿಕ ದಾನಗಳಲ್ಲಿ ರಕ್ತದಾನ ಎಂಬುದು ಬಹಳ ಪವಿತ್ರವಾದ ಮಹಾದಾನವಾಗಿದೆ. ರಕ್ತದಾನ ಮಾಡುವುದರಿಂದ ಮತ್ತೊಬ್ಬರ ಜೀವ ಉಳಿಸಲು ಸಾಧ್ಯವಾಗುತ್ತದೆ. ಆರೋಗ್ಯವಂತ ಪ್ರತಿಯೊಬ್ಬರೂ ಮೂರು ತಿಂಗಳಿಗೊಮ್ಮೆ ರಕ್ತದಾನ ಮಾಡಬಹುದು. ರಕ್ತದಾನ ಮಾಡುವುದರಿಂದ ದೇಹದಲ್ಲಿ ಹೊಸ ರಕ್ತ ಉತ್ಪತ್ತಿಯಾಗುತ್ತದೆ. ನಾವು ಕೊಡುವ ರಕ್ತದಿಂದ ಯಾವುದೋ ಒಬ್ಬ ವ್ಯಕ್ತಿಯ ಜೀವ ಉಳಿಯುತ್ತದೆ. ರಕ್ತದಾನ ಮಾಡುವುದರಿಂದ ನಮ್ಮ ಆರೋಗ್ಯದ ಮೇಲೆ ಯಾವುದೇ ಕೆಟ್ಟ ಪರಿಣಾಮ ಬೀರುವುದಿಲ್ಲ.: [330, 813, 516, 909]
- rashi-prediction: ಒಳ್ಳೆಯ ಕೆಲಸ: [181, 742, 242, 756]
- teeka-source: - ಬೆಂಗಳೂರು ಸುದ್ದಿ: [300, 308, 349, 317]
- panchanga-value: 05.54 AM: [48, 402, 145, 412]
- next-arrow-icon[interactable]: ›: [231, 361, 240, 370]
- teeka-answer: * ಬಹುಶಃ! ಪಿಒಕೆ ವಶಪಡಿಸಿಕೊಳ್ಳುವ ಅವಶ್ಯಕತೆ ಇಲ್ಲದೆ, ಅಲ್ಲಿನ ಪ್ರಜೆಗಳು ತಮಗೆ ತಾವೆ ಜಮ್ಮು-ಕಾಶ್ಮೀರಕ್ಕೆ ಸೇರ್ಪಡೆ ಆಗಬಹುದು!?: [253, 166, 396, 195]
- blood-body-right: ತಿಳಿಸಿದರು. ನಗರದ ಅನನ್ಯ ಗ್ರೂಪ್ ಆಫ್ ಇನ್ಸ್ಟಿಟ್ಯೂಷನ್ ವತ್ತು ರೋಟರಿ ತುಮಕೂರು ಈಸ್ಟ್ ಹಾಗೂ ಸಂಜೀವಿನಿ ಬ್ಲಡ್ ಬ್ಯಾಂಕ್ ಸಹಯೋಗದಲ್ಲಿ ಅನನ್ಯ ಇನ್ಸ್ಟಿಟ್ಯೂಟ್ ಆಫ್ ಕಾಮರ್ಸ್ ಅಂಡ್ ಮ್ಯಾನೇಜ್ಮೆಂಟ್‌ನಲ್ಲಿ ಮೇ.13 ರಂದು ಸೋಮವಾರ ಆಯೋಜಿಸಿದ್ದ ರಕ್ತದಾನ ಶಿಬಿರವನ್ನು ಉದ್ಘಾಟಿಸಿ ಮಾತನಾಡಿದರು. ಕಾರ್ಯಕ್ರಮದಲ್ಲಿ ಅನನ್ಯ ಸಂಸ್ಥೆಯ ಸಿಬ್ಬಂದಿ ವರ್ಗದವರು ಹಾಜರಿದ್ದರು.: [762, 813, 899, 909]
- panchanga-table-2: [48, 517, 242, 577]
- divyavani-box: [47, 62, 243, 193]
- panchanga-value-row: [48, 535, 242, 547]
- teeka-source: - ಮುಜಫ್ಫರಾಬಾದ್ ಸುದ್ದಿ: [293, 156, 356, 165]
- paragraph: ಕುಣಿಗಲ್,ಮೇ.14-ತಾಲೂಕಿನಾದ್ಯಂತ ಮಳೆ ಕಳೆದ ರಾತ್ರಿ ಪೂರ್ವ ಮುಂಗಾರು ಮಳೆ, ಗುಡುಗು ಮಿಂಚು ಸಹಿತವಾಗಿ ಸುರಿದು ರೈತರಲ್ಲಿ ಖುಷಿ ಮೂಡಿಸಿದೆ.: [253, 644, 396, 691]
- teeka-answer: * ಯಾವುದೇ ಸರಕಾರವಿರಲಿ. ತಲೆ ತಗ್ಗಿಸುವ ವಿಚಾರವಲ್ಲವೇ?: [253, 230, 396, 239]
- rashi-sign: ವೃಷಭ: [140, 728, 181, 742]
- shridevi-headline-line2: ಬಿ.ಕಾಂ ವಿದ್ಯಾರ್ಥಿಗಳ ಸಾಧನೆ: [108, 852, 264, 872]
- panchanga-line: ವಸಂತ ಋತು: [120, 303, 170, 316]
- verse-line: ಕೂಡಲಸಂಗಮದೇವ.: [117, 169, 173, 179]
- shridevi-students-photo: [47, 902, 325, 1000]
- panchanga-header: ಸೂರ್ಯೋದಯ: [69, 386, 124, 398]
- panchanga-header-row: [48, 443, 242, 461]
- cell-value: ಇವತ್ತು ವಣಿಜ 04:19 AM ತನಕ ನಂತರ ವಿಷ್ಟಿ 05:17 PM ತನಕ: [51, 610, 143, 626]
- blood-headline: ರಕ್ತದಾನ ಮಹತ್ವದ ಬಗ್ಗೆ ಅರಿವು ಮೂಡಿಸಿ-ಚೆನ್ನಬಸವ ಪ್ರಸಾದ್: [454, 755, 847, 779]
- panchanga-cells: [48, 577, 242, 627]
- sheep-byline-box: [752, 328, 898, 420]
- teeka-question: 6. ಹಾದಿಖಾರ ರಸ್ತೆ ಕಾಪಿ, ಟೀ ಅಡ್ಡಾ! ತುಮಕೂರು ಸುದ್ದಿ: [253, 342, 389, 351]
- tithi-banner: ಅಷ್ಟಮಿ: [48, 346, 242, 360]
